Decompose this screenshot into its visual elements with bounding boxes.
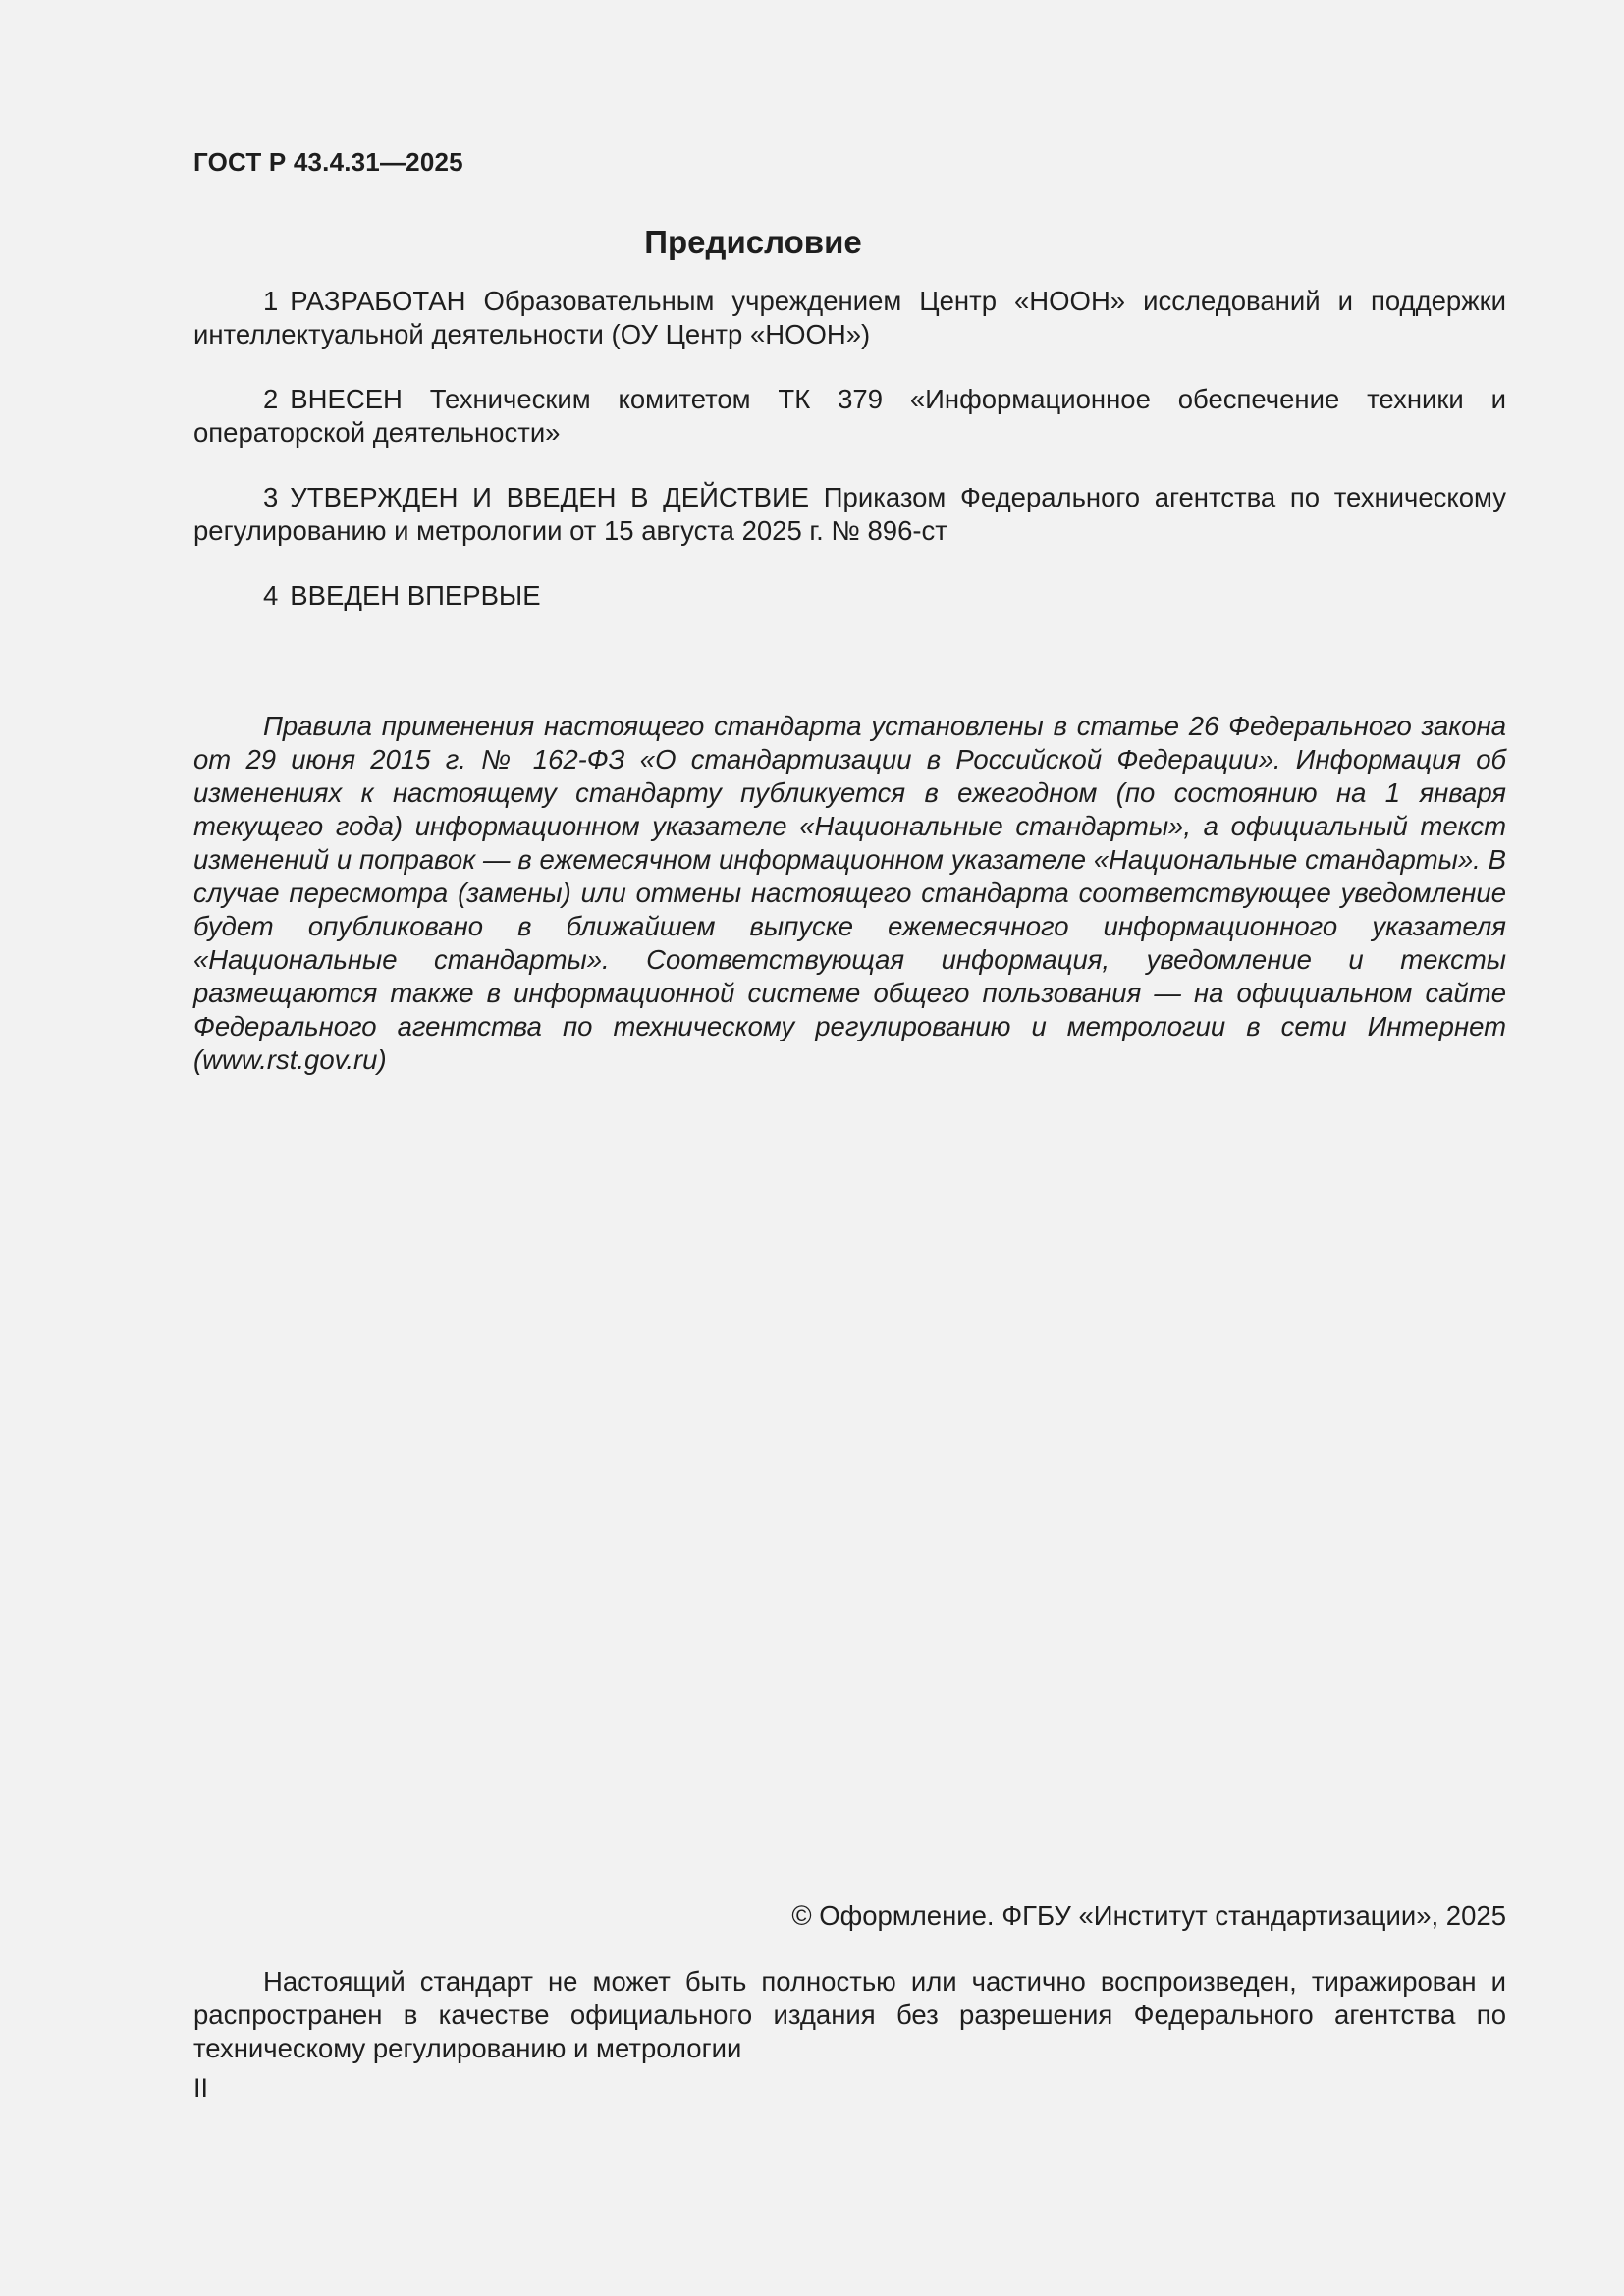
foreword-item-3 [193,481,1506,548]
foreword-item-number: 1 [263,286,279,316]
foreword-item-text: УТВЕРЖДЕН И ВВЕДЕН В ДЕЙСТВИЕ Приказом Федерального агентства по техническому регулированию и метрологии от 15 августа 2025 г. № 896-ст [193,482,1506,546]
foreword-item-number: 3 [263,482,279,512]
foreword-item-1 [193,285,1506,351]
foreword-item-text: РАЗРАБОТАН Образовательным учреждением Центр «НООН» исследований и поддержки интеллектуальной деятельности (ОУ Центр «НООН») [193,286,1506,349]
foreword-item-text: ВНЕСЕН Техническим комитетом ТК 379 «Информационное обеспечение техники и операторской деятельности» [193,384,1506,448]
copyright-line: © Оформление. ФГБУ «Институт стандартизации», 2025 [791,1900,1506,1931]
foreword-item-2 [193,383,1506,450]
foreword-item-number: 2 [263,384,279,414]
foreword-item-text: ВВЕДЕН ВПЕРВЫЕ [290,580,541,611]
reproduction-notice: Настоящий стандарт не может быть полностью или частично воспроизведен, тиражирован и распространен в качестве официального издания без разрешения Федерального агентства по техническому регулированию и метрологии [193,1966,1506,2063]
foreword-item-number: 4 [263,580,279,611]
page-number: II [193,2073,209,2103]
foreword-item-4 [193,579,1506,613]
document-code: ГОСТ Р 43.4.31—2025 [193,147,463,177]
page-title: Предисловие [644,224,862,260]
application-rules-paragraph: Правила применения настоящего стандарта установлены в статье 26 Федерального закона от 29 июня 2015 г. № 162-ФЗ «О стандартизации в Российской Федерации». Информация об изменениях к настоящему стандарту публикуется в ежегодном (по состоянию на 1 января текущего года) информационном указателе «Национальные стандарты», а официальный текст изменений и поправок — в ежемесячном информационном указателе «Национальные стандарты». В случае пересмотра (замены) или отмены настоящего стандарта соответствующее уведомление будет опубликовано в ближайшем выпуске ежемесячного информационного указателя «Национальные стандарты». Соответствующая информация, уведомление и тексты размещаются также в информационной системе общего пользования — на официальном сайте Федерального агентства по техническому регулированию и метрологии в сети Интернет (www.rst.gov.ru) [193,711,1506,1075]
